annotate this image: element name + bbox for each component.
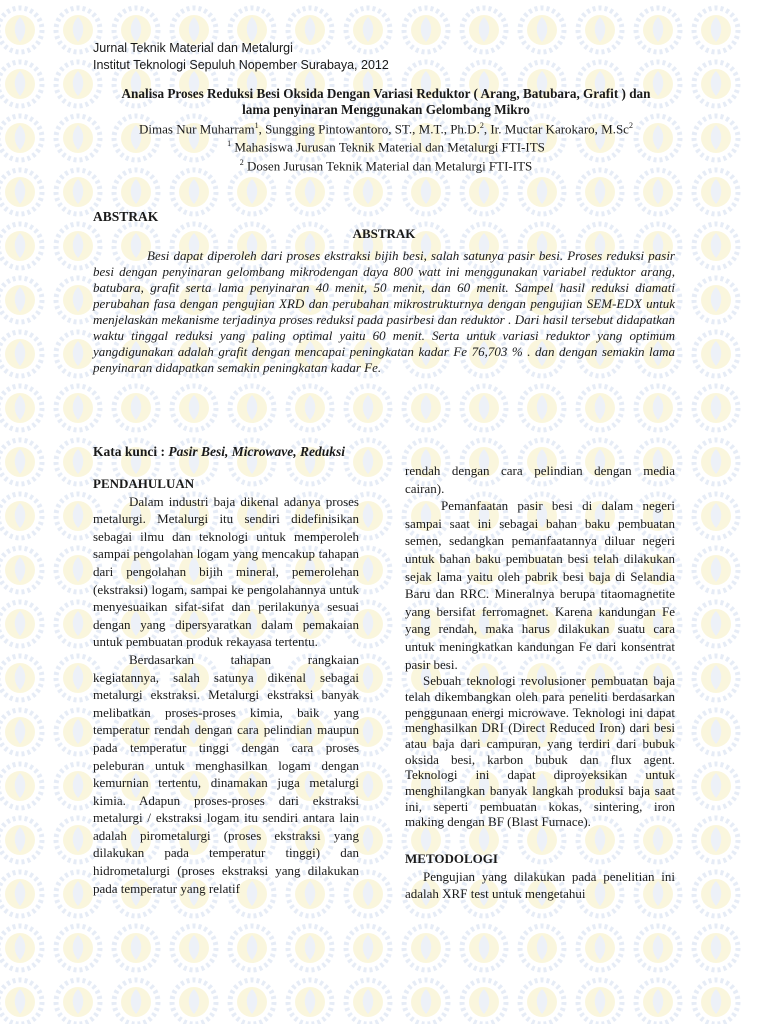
journal-header (93, 40, 389, 74)
paragraph: Berdasarkan tahapan rangkaian kegiatannya, salah satunya dikenal sebagai metalurgi ekstraksi. Metalurgi ekstraksi banyak melibatkan proses-proses kimia, baik yang temperatur rendah dengan cara pelindian maupun pada temperatur tinggi dengan cara proses peleburan untuk menghasilkan logam dengan kemurnian tertentu, dinamakan juga metalurgi kimia. Adapun proses-proses dari ekstraksi metalurgi / ekstraksi logam itu sendiri antara lain adalah pirometalurgi (proses ekstraksi yang dilakukan pada temperatur tinggi) dan hidrometalurgi (proses ekstraksi yang dilakukan pada temperatur yang relatif (93, 651, 359, 896)
affiliation-1 (88, 136, 684, 154)
abstract-text: Besi dapat diperoleh dari proses ekstraksi bijih besi, salah satunya pasir besi. Proses reduksi pasir besi dengan penyinaran gelombang mikrodengan daya 800 watt ini menggunakan variabel reduktor arang, batubara, grafit serta lama penyinaran 40 menit, 50 menit, dan 60 menit. Sampel hasil reduksi diamati perubahan fasa dengan pengujian XRD dan perubahan mikrostrukturnya dengan pengujian SEM-EDX untuk menjelaskan mekanisme terjadinya proses reduksi pada pasirbesi dan reduktor . Dari hasil tersebut didapatkan waktu tinggal reduksi yang paling optimal yaitu 60 menit. Serta untuk variasi reduktor yang optimum yangdigunakan adalah grafit dengan mencapai peningkatan kadar Fe 76,703 % . dan dengan semakin lama penyinaran didapatkan semakin peningkatan kadar Fe. (93, 248, 675, 375)
paragraph: Sebuah teknologi revolusioner pembuatan baja telah dikembangkan oleh para peneliti berdasarkan penggunaan energi microwave. Teknologi ini dapat menghasilkan DRI (Direct Reduced Iron) dari besi atau baja dari campuran, yang terdiri dari bubuk oksida besi, karbon bubuk dan flux agent. Teknologi ini dapat diproyeksikan untuk menghilangkan banyak langkah produksi baja saat ini, seperti pembuatan kokas, sintering, iron making dengan BF (Blast Furnace). (405, 673, 675, 830)
author-3: , Ir. Muctar Karokaro, M.Sc (483, 121, 629, 137)
paper-title (88, 86, 684, 118)
author-2: , Sungging Pintowantoro, ST., M.T., Ph.D. (258, 121, 480, 137)
abstract-heading-left: ABSTRAK (93, 209, 159, 224)
paragraph: Pemanfaatan pasir besi di dalam negeri sampai saat ini sebagai bahan baku pembuatan semen, sedangkan pemanfaatannya diluar negeri untuk bahan baku pembuatan besi telah dilakukan sejak lama yaitu oleh pabrik besi baja di Selandia Baru dan RRC. Mineralnya berupa titaomagnetite yang bersifat ferromagnet. Karena kandungan Fe yang rendah, maka harus dilakukan suatu cara untuk meningkatkan kandungan Fe dari konsentrat pasir besi. (405, 498, 675, 672)
author-2-sup: 2 (479, 121, 484, 130)
keywords-label: Kata kunci : (93, 444, 169, 459)
affiliation-2-text: Dosen Jurusan Teknik Material dan Metalurgi FTI-ITS (243, 157, 533, 173)
affiliation-2 (88, 155, 684, 173)
journal-name: Jurnal Teknik Material dan Metalurgi (93, 41, 293, 55)
keywords-line (93, 444, 345, 460)
paragraph: Dalam industri baja dikenal adanya proses metalurgi. Metalurgi itu sendiri didefinisikan sebagai ilmu dan teknologi untuk memperoleh sampai pengolahan logam yang mencakup tahapan dari pengolahan bijih mineral, pemerolehan (ekstraksi) logam, sampai ke pengolahannya untuk menyesuaikan sifat-sifat dan perilakunya sesuai dengan yang dipersyaratkan dalam pemakaian untuk pembuatan produk rekayasa tertentu. (93, 493, 359, 650)
affiliation-1-text: Mahasiswa Jurusan Teknik Material dan Metalurgi FTI-ITS (231, 139, 545, 155)
section-heading-metodologi: METODOLOGI (405, 851, 498, 867)
left-column (93, 475, 359, 897)
author-1: Dimas Nur Muharram (139, 121, 255, 137)
right-column (405, 462, 675, 903)
title-line-1: Analisa Proses Reduksi Besi Oksida Dengan Variasi Reduktor ( Arang, Batubara, Grafit ) dan (121, 86, 651, 101)
author-1-sup: 1 (254, 121, 259, 130)
affiliation-1-sup: 1 (227, 139, 232, 149)
title-line-2: lama penyinaran Menggunakan Gelombang Mikro (242, 102, 530, 117)
abstract-heading-center: ABSTRAK (352, 226, 416, 241)
paragraph: Pengujian yang dilakukan pada penelitian ini adalah XRF test untuk mengetahui (405, 868, 675, 902)
institution-year: Institut Teknologi Sepuluh Nopember Surabaya, 2012 (93, 58, 389, 72)
paragraph: rendah dengan cara pelindian dengan media cairan). (405, 463, 675, 496)
author-3-sup: 2 (628, 121, 633, 130)
author-list (88, 118, 684, 136)
section-heading-pendahuluan: PENDAHULUAN (93, 476, 195, 491)
section-spacer (405, 830, 675, 850)
keywords-value: Pasir Besi, Microwave, Reduksi (168, 444, 346, 459)
affiliation-2-sup: 2 (239, 157, 244, 167)
author-block (88, 118, 684, 173)
abstract-body (93, 248, 675, 376)
